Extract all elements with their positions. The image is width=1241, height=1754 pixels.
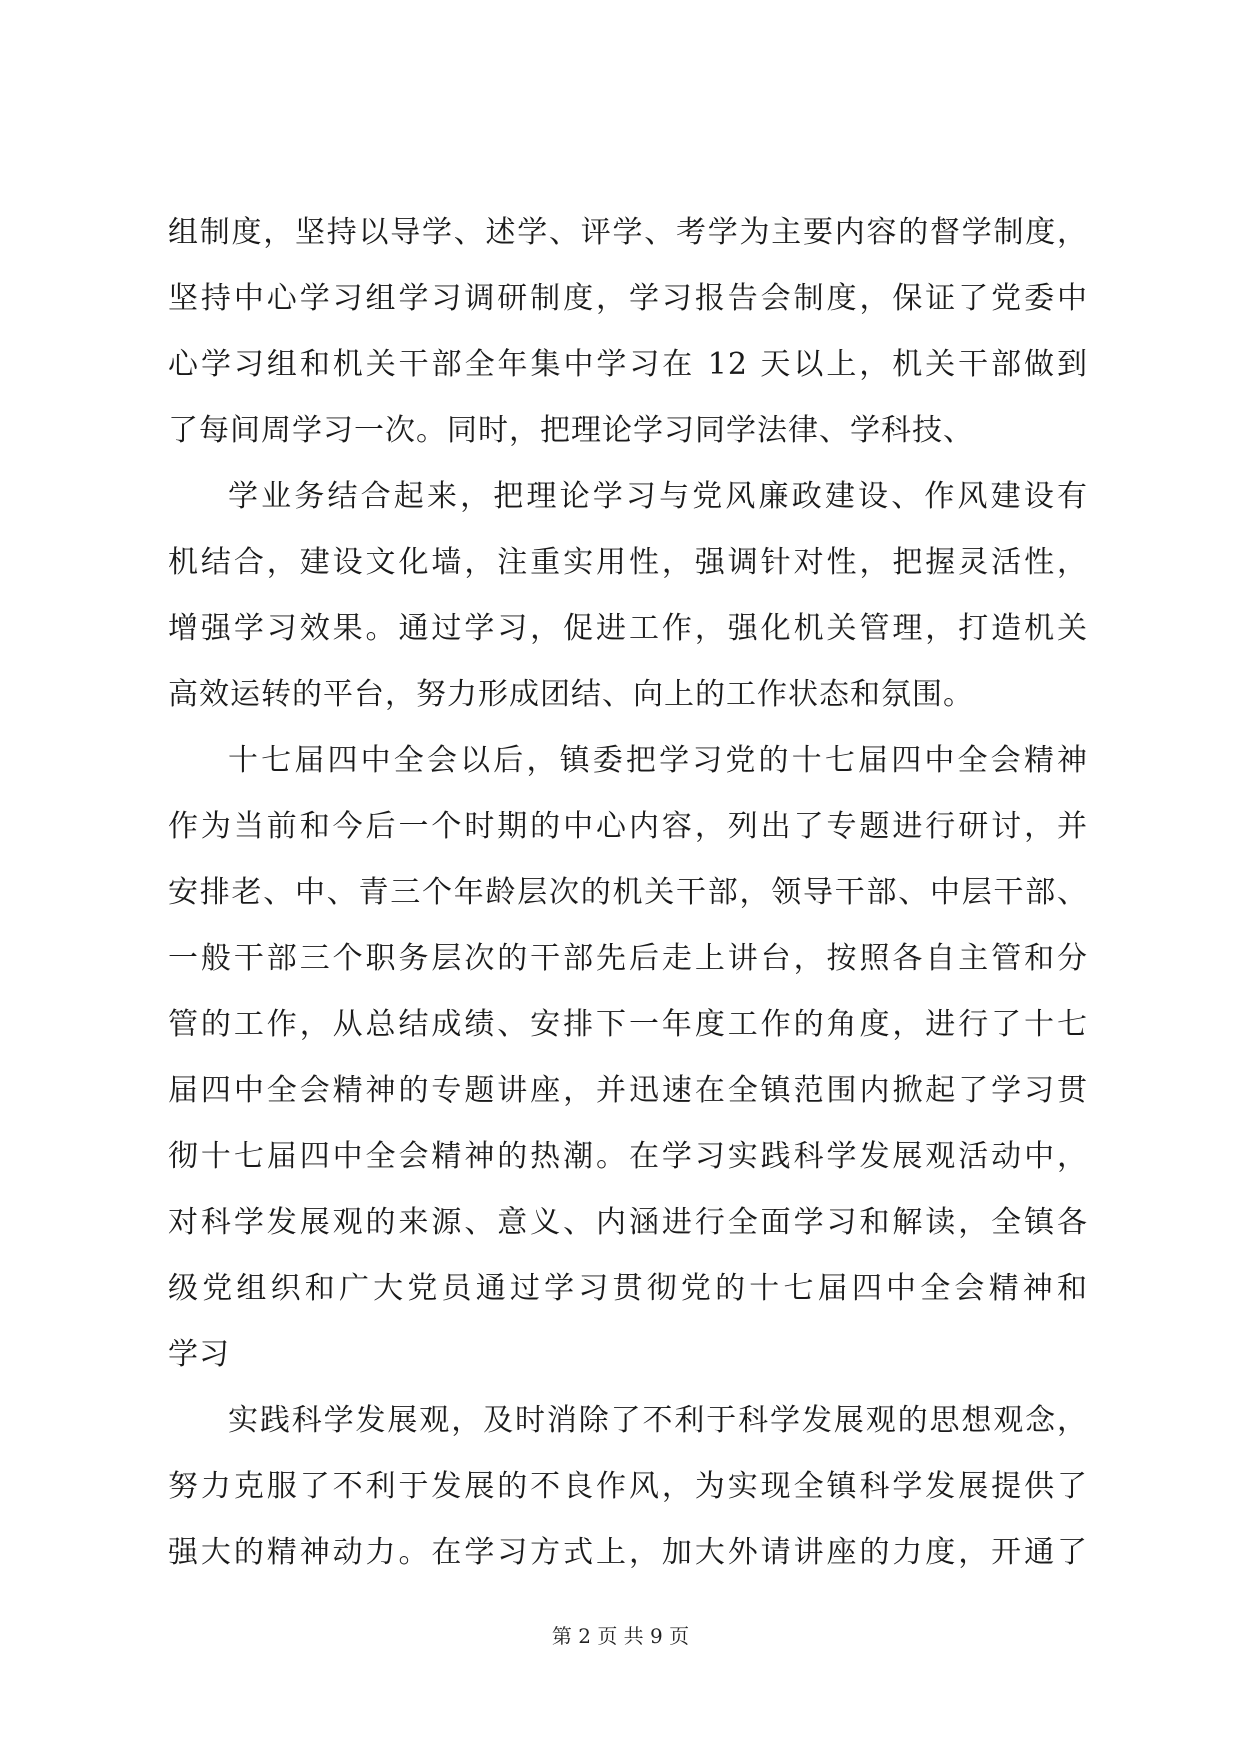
- text-line: 学习: [168, 1337, 230, 1372]
- text-line: 机结合，建设文化墙，注重实用性，强调针对性，把握灵活性，: [168, 545, 1088, 580]
- text-line: 管的工作，从总结成绩、安排下一年度工作的角度，进行了十七: [168, 1007, 1088, 1042]
- page-footer: 第 2 页 共 9 页: [551, 1624, 690, 1648]
- text-line: 级党组织和广大党员通过学习贯彻党的十七届四中全会精神和: [168, 1271, 1088, 1306]
- text-line: 安排老、中、青三个年龄层次的机关干部，领导干部、中层干部、: [168, 875, 1088, 910]
- text-line: 一般干部三个职务层次的干部先后走上讲台，按照各自主管和分: [168, 941, 1088, 976]
- text-line: 坚持中心学习组学习调研制度，学习报告会制度，保证了党委中: [168, 281, 1088, 316]
- text-line: 学业务结合起来，把理论学习与党风廉政建设、作风建设有: [228, 479, 1088, 514]
- text-line: 高效运转的平台，努力形成团结、向上的工作状态和氛围。: [168, 677, 974, 712]
- text-line: 作为当前和今后一个时期的中心内容，列出了专题进行研讨，并: [168, 809, 1088, 844]
- text-line: 努力克服了不利于发展的不良作风，为实现全镇科学发展提供了: [168, 1469, 1088, 1504]
- text-line: 彻十七届四中全会精神的热潮。在学习实践科学发展观活动中，: [168, 1139, 1088, 1174]
- text-line: 十七届四中全会以后，镇委把学习党的十七届四中全会精神: [228, 743, 1088, 778]
- text-line: 实践科学发展观，及时消除了不利于科学发展观的思想观念，: [228, 1403, 1088, 1438]
- text-line: 对科学发展观的来源、意义、内涵进行全面学习和解读，全镇各: [168, 1205, 1088, 1240]
- text-line: 了每间周学习一次。同时，把理论学习同学法律、学科技、: [168, 413, 974, 448]
- text-line: 强大的精神动力。在学习方式上，加大外请讲座的力度，开通了: [168, 1535, 1088, 1570]
- text-line: 心学习组和机关干部全年集中学习在 12 天以上，机关干部做到: [168, 347, 1088, 382]
- text-line: 组制度，坚持以导学、述学、评学、考学为主要内容的督学制度，: [168, 215, 1088, 250]
- text-line: 届四中全会精神的专题讲座，并迅速在全镇范围内掀起了学习贯: [168, 1073, 1088, 1108]
- body-text: [168, 200, 1088, 1586]
- text-line: 增强学习效果。通过学习，促进工作，强化机关管理，打造机关: [168, 611, 1088, 646]
